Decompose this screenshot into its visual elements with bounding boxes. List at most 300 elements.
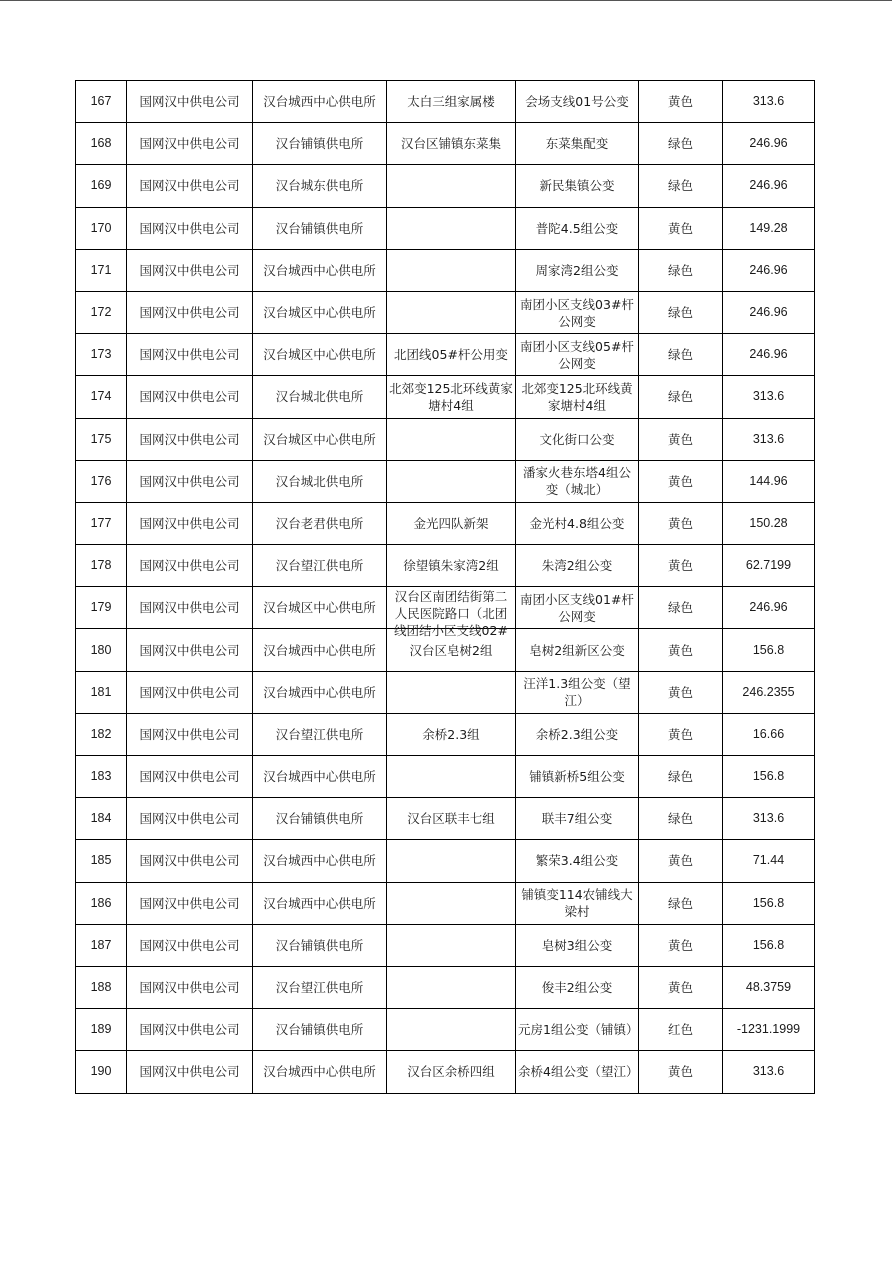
table-row	[76, 249, 815, 291]
color-level-cell-text: 黄色	[667, 473, 693, 489]
value-cell	[723, 123, 815, 165]
station-cell	[253, 418, 387, 460]
transformer-cell-text: 普陀4.5组公变	[535, 220, 619, 236]
color-level-cell-text: 黄色	[667, 558, 693, 574]
color-level-cell-text: 黄色	[667, 684, 693, 700]
station-cell-text: 汉台望江供电所	[275, 980, 364, 996]
station-cell-text: 汉台城西中心供电所	[263, 94, 376, 110]
table-row	[76, 334, 815, 376]
transformer-cell	[516, 798, 639, 840]
row-number-text: 167	[90, 94, 112, 109]
transformer-cell-text: 皂树2组新区公变	[529, 642, 625, 658]
location-cell	[387, 545, 516, 587]
row-number	[76, 840, 127, 882]
location-cell	[387, 713, 516, 755]
transformer-cell-text: 繁荣3.4组公变	[535, 853, 619, 869]
transformer-cell-text: 余桥4组公变（望江）	[518, 1064, 639, 1080]
location-cell	[387, 840, 516, 882]
station-cell-text: 汉台城西中心供电所	[263, 1064, 376, 1080]
value-cell-text: 156.8	[752, 769, 785, 784]
station-cell	[253, 334, 387, 376]
company-cell	[127, 587, 253, 629]
table-row	[76, 81, 815, 123]
row-number	[76, 165, 127, 207]
value-cell	[723, 249, 815, 291]
row-number	[76, 966, 127, 1008]
company-cell	[127, 376, 253, 418]
company-cell	[127, 924, 253, 966]
transformer-cell-text: 铺镇新桥5组公变	[529, 769, 625, 785]
company-cell-text: 国网汉中供电公司	[139, 347, 240, 363]
station-cell-text: 汉台城西中心供电所	[263, 769, 376, 785]
row-number	[76, 460, 127, 502]
station-cell	[253, 123, 387, 165]
transformer-cell-text: 俊丰2组公变	[541, 980, 613, 996]
station-cell	[253, 798, 387, 840]
row-number	[76, 629, 127, 671]
location-cell	[387, 123, 516, 165]
value-cell-text: 156.8	[752, 642, 785, 657]
transformer-cell	[516, 502, 639, 544]
value-cell	[723, 502, 815, 544]
table-row	[76, 587, 815, 629]
station-cell-text: 汉台铺镇供电所	[275, 136, 364, 152]
transformer-cell-text: 会场支线01号公变	[525, 94, 629, 110]
color-level-cell-text: 黄色	[667, 853, 693, 869]
value-cell	[723, 418, 815, 460]
row-number	[76, 291, 127, 333]
transformer-cell	[516, 924, 639, 966]
row-number	[76, 798, 127, 840]
value-cell	[723, 1009, 815, 1051]
company-cell-text: 国网汉中供电公司	[139, 431, 240, 447]
location-cell	[387, 1051, 516, 1093]
transformer-cell	[516, 1009, 639, 1051]
transformer-cell-text: 潘家火巷东塔4组公变（城北）	[523, 465, 631, 498]
transformer-cell-text: 周家湾2组公变	[535, 262, 619, 278]
location-cell	[387, 249, 516, 291]
station-cell	[253, 460, 387, 502]
location-cell-text: 徐望镇朱家湾2组	[403, 558, 499, 574]
value-cell	[723, 798, 815, 840]
transformer-cell	[516, 207, 639, 249]
company-cell	[127, 165, 253, 207]
company-cell	[127, 1009, 253, 1051]
transformer-cell-text: 文化街口公变	[539, 431, 615, 447]
transformer-cell-text: 新民集镇公变	[539, 178, 615, 194]
color-level-cell	[639, 418, 723, 460]
row-number-text: 176	[90, 473, 112, 488]
table-row	[76, 460, 815, 502]
company-cell	[127, 460, 253, 502]
company-cell	[127, 966, 253, 1008]
station-cell	[253, 671, 387, 713]
row-number-text: 174	[90, 389, 112, 404]
row-number	[76, 249, 127, 291]
station-cell-text: 汉台铺镇供电所	[275, 811, 364, 827]
row-number-text: 185	[90, 853, 112, 868]
color-level-cell	[639, 123, 723, 165]
value-cell-text: 246.96	[749, 600, 788, 615]
company-cell-text: 国网汉中供电公司	[139, 262, 240, 278]
location-cell-text: 汉台区联丰七组	[407, 811, 495, 827]
row-number-text: 181	[90, 684, 112, 699]
location-cell-text: 金光四队新架	[413, 515, 489, 531]
company-cell-text: 国网汉中供电公司	[139, 600, 240, 616]
company-cell-text: 国网汉中供电公司	[139, 642, 240, 658]
transformer-cell	[516, 587, 639, 629]
transformer-cell	[516, 291, 639, 333]
data-table	[75, 80, 815, 1094]
location-cell	[387, 1009, 516, 1051]
company-cell	[127, 756, 253, 798]
location-cell	[387, 418, 516, 460]
row-number	[76, 1009, 127, 1051]
transformer-cell	[516, 165, 639, 207]
station-cell-text: 汉台城西中心供电所	[263, 895, 376, 911]
value-cell	[723, 966, 815, 1008]
value-cell	[723, 629, 815, 671]
location-cell	[387, 291, 516, 333]
table-row	[76, 756, 815, 798]
color-level-cell	[639, 502, 723, 544]
value-cell-text: 156.8	[752, 895, 785, 910]
page-top-rule	[0, 0, 892, 1]
company-cell-text: 国网汉中供电公司	[139, 684, 240, 700]
station-cell	[253, 502, 387, 544]
value-cell	[723, 671, 815, 713]
station-cell-text: 汉台城区中心供电所	[263, 431, 376, 447]
company-cell-text: 国网汉中供电公司	[139, 305, 240, 321]
color-level-cell-text: 绿色	[667, 811, 693, 827]
company-cell-text: 国网汉中供电公司	[139, 220, 240, 236]
color-level-cell	[639, 587, 723, 629]
station-cell	[253, 713, 387, 755]
color-level-cell	[639, 1051, 723, 1093]
location-cell	[387, 756, 516, 798]
value-cell	[723, 882, 815, 924]
value-cell-text: 313.6	[752, 1064, 785, 1079]
location-cell	[387, 502, 516, 544]
color-level-cell-text: 黄色	[667, 220, 693, 236]
row-number-text: 170	[90, 220, 112, 235]
company-cell-text: 国网汉中供电公司	[139, 94, 240, 110]
row-number-text: 180	[90, 642, 112, 657]
row-number-text: 189	[90, 1022, 112, 1037]
company-cell-text: 国网汉中供电公司	[139, 726, 240, 742]
station-cell-text: 汉台城西中心供电所	[263, 262, 376, 278]
transformer-cell-text: 联丰7组公变	[541, 811, 613, 827]
location-cell	[387, 671, 516, 713]
row-number-text: 190	[90, 1064, 112, 1079]
location-cell	[387, 924, 516, 966]
station-cell	[253, 165, 387, 207]
company-cell-text: 国网汉中供电公司	[139, 769, 240, 785]
color-level-cell-text: 绿色	[667, 305, 693, 321]
transformer-cell-text: 南团小区支线01#杆公网变	[520, 591, 634, 624]
color-level-cell	[639, 291, 723, 333]
value-cell-text: 149.28	[749, 220, 788, 235]
row-number	[76, 587, 127, 629]
value-cell	[723, 587, 815, 629]
table-row	[76, 882, 815, 924]
color-level-cell-text: 绿色	[667, 389, 693, 405]
color-level-cell	[639, 966, 723, 1008]
value-cell	[723, 1051, 815, 1093]
station-cell-text: 汉台铺镇供电所	[275, 937, 364, 953]
transformer-cell	[516, 418, 639, 460]
company-cell	[127, 671, 253, 713]
transformer-cell	[516, 123, 639, 165]
row-number-text: 182	[90, 726, 112, 741]
row-number-text: 186	[90, 895, 112, 910]
location-cell	[387, 460, 516, 502]
color-level-cell	[639, 81, 723, 123]
transformer-cell	[516, 756, 639, 798]
location-cell	[387, 376, 516, 418]
company-cell-text: 国网汉中供电公司	[139, 389, 240, 405]
station-cell-text: 汉台城西中心供电所	[263, 684, 376, 700]
company-cell-text: 国网汉中供电公司	[139, 980, 240, 996]
company-cell	[127, 502, 253, 544]
row-number	[76, 418, 127, 460]
transformer-cell	[516, 376, 639, 418]
station-cell-text: 汉台城西中心供电所	[263, 642, 376, 658]
value-cell	[723, 756, 815, 798]
company-cell-text: 国网汉中供电公司	[139, 1064, 240, 1080]
color-level-cell	[639, 882, 723, 924]
station-cell-text: 汉台城西中心供电所	[263, 853, 376, 869]
location-cell-text: 汉台区余桥四组	[407, 1064, 495, 1080]
value-cell-text: 48.3759	[745, 980, 792, 995]
transformer-cell-text: 南团小区支线05#杆公网变	[520, 338, 634, 371]
location-cell	[387, 966, 516, 1008]
company-cell-text: 国网汉中供电公司	[139, 515, 240, 531]
transformer-cell-text: 汪洋1.3组公变（望江）	[523, 676, 631, 709]
color-level-cell	[639, 165, 723, 207]
color-level-cell	[639, 207, 723, 249]
table-row	[76, 840, 815, 882]
row-number	[76, 1051, 127, 1093]
value-cell	[723, 207, 815, 249]
color-level-cell-text: 黄色	[667, 642, 693, 658]
row-number-text: 168	[90, 136, 112, 151]
station-cell	[253, 545, 387, 587]
color-level-cell	[639, 545, 723, 587]
row-number	[76, 924, 127, 966]
color-level-cell-text: 绿色	[667, 262, 693, 278]
table-row	[76, 1009, 815, 1051]
value-cell-text: 246.96	[749, 178, 788, 193]
station-cell	[253, 587, 387, 629]
color-level-cell	[639, 334, 723, 376]
transformer-cell-text: 金光村4.8组公变	[529, 515, 625, 531]
color-level-cell	[639, 629, 723, 671]
company-cell	[127, 418, 253, 460]
row-number-text: 173	[90, 347, 112, 362]
company-cell	[127, 798, 253, 840]
color-level-cell-text: 绿色	[667, 178, 693, 194]
transformer-cell	[516, 545, 639, 587]
value-cell	[723, 334, 815, 376]
station-cell-text: 汉台铺镇供电所	[275, 220, 364, 236]
table-row	[76, 1051, 815, 1093]
row-number	[76, 713, 127, 755]
row-number-text: 188	[90, 980, 112, 995]
company-cell-text: 国网汉中供电公司	[139, 136, 240, 152]
station-cell	[253, 207, 387, 249]
value-cell-text: 246.2355	[742, 684, 795, 699]
location-cell	[387, 587, 516, 638]
transformer-cell-text: 铺镇变114农铺线大梁村	[521, 887, 633, 920]
row-number	[76, 671, 127, 713]
location-cell	[387, 165, 516, 207]
row-number	[76, 81, 127, 123]
row-number	[76, 545, 127, 587]
value-cell	[723, 545, 815, 587]
value-cell	[723, 713, 815, 755]
color-level-cell-text: 红色	[667, 1022, 693, 1038]
value-cell-text: 71.44	[752, 853, 785, 868]
company-cell	[127, 334, 253, 376]
transformer-cell-text: 朱湾2组公变	[541, 558, 613, 574]
row-number	[76, 334, 127, 376]
color-level-cell-text: 绿色	[667, 769, 693, 785]
color-level-cell-text: 绿色	[667, 136, 693, 152]
company-cell-text: 国网汉中供电公司	[139, 853, 240, 869]
company-cell-text: 国网汉中供电公司	[139, 811, 240, 827]
location-cell	[387, 334, 516, 376]
company-cell	[127, 1051, 253, 1093]
color-level-cell	[639, 671, 723, 713]
station-cell	[253, 81, 387, 123]
color-level-cell	[639, 713, 723, 755]
transformer-cell-text: 南团小区支线03#杆公网变	[520, 296, 634, 329]
row-number-text: 187	[90, 937, 112, 952]
company-cell-text: 国网汉中供电公司	[139, 473, 240, 489]
color-level-cell	[639, 798, 723, 840]
transformer-cell-text: 元房1组公变（铺镇）	[518, 1022, 639, 1038]
value-cell-text: 150.28	[749, 515, 788, 530]
company-cell	[127, 629, 253, 671]
transformer-cell	[516, 629, 639, 671]
color-level-cell	[639, 840, 723, 882]
row-number-text: 177	[90, 515, 112, 530]
station-cell	[253, 840, 387, 882]
value-cell-text: 313.6	[752, 811, 785, 826]
value-cell	[723, 291, 815, 333]
company-cell-text: 国网汉中供电公司	[139, 937, 240, 953]
station-cell	[253, 376, 387, 418]
transformer-cell	[516, 966, 639, 1008]
value-cell-text: 16.66	[752, 726, 785, 741]
value-cell-text: 156.8	[752, 937, 785, 952]
company-cell-text: 国网汉中供电公司	[139, 558, 240, 574]
value-cell	[723, 376, 815, 418]
station-cell	[253, 249, 387, 291]
row-number-text: 169	[90, 178, 112, 193]
table-row	[76, 966, 815, 1008]
row-number	[76, 376, 127, 418]
station-cell-text: 汉台城北供电所	[275, 473, 364, 489]
transformer-cell	[516, 334, 639, 376]
company-cell	[127, 840, 253, 882]
station-cell-text: 汉台城区中心供电所	[263, 600, 376, 616]
color-level-cell	[639, 460, 723, 502]
value-cell-text: 144.96	[749, 473, 788, 488]
location-cell	[387, 207, 516, 249]
color-level-cell-text: 黄色	[667, 515, 693, 531]
color-level-cell-text: 黄色	[667, 431, 693, 447]
transformer-cell-text: 东菜集配变	[545, 136, 609, 152]
color-level-cell	[639, 1009, 723, 1051]
value-cell	[723, 924, 815, 966]
color-level-cell-text: 绿色	[667, 600, 693, 616]
color-level-cell-text: 黄色	[667, 1064, 693, 1080]
color-level-cell-text: 黄色	[667, 980, 693, 996]
table-row	[76, 671, 815, 713]
table-row	[76, 418, 815, 460]
row-number-text: 172	[90, 305, 112, 320]
location-cell	[387, 882, 516, 924]
row-number-text: 175	[90, 431, 112, 446]
location-cell-text: 北郊变125北环线黄家塘村4组	[389, 380, 513, 413]
location-cell-text: 汉台区皂树2组	[409, 642, 493, 658]
row-number-text: 183	[90, 769, 112, 784]
station-cell-text: 汉台望江供电所	[275, 558, 364, 574]
company-cell-text: 国网汉中供电公司	[139, 1022, 240, 1038]
value-cell	[723, 165, 815, 207]
row-number	[76, 123, 127, 165]
transformer-cell-text: 皂树3组公变	[541, 937, 613, 953]
company-cell	[127, 545, 253, 587]
station-cell-text: 汉台城北供电所	[275, 389, 364, 405]
station-cell	[253, 629, 387, 671]
row-number	[76, 756, 127, 798]
location-cell-text: 汉台区南团结街第二人民医院路口（北团线团结小区支线02#	[394, 588, 508, 638]
value-cell-text: 62.7199	[745, 558, 792, 573]
company-cell	[127, 249, 253, 291]
value-cell-text: 313.6	[752, 94, 785, 109]
transformer-cell	[516, 81, 639, 123]
table-row	[76, 545, 815, 587]
company-cell-text: 国网汉中供电公司	[139, 895, 240, 911]
row-number-text: 178	[90, 558, 112, 573]
transformer-cell	[516, 840, 639, 882]
color-level-cell	[639, 376, 723, 418]
company-cell	[127, 123, 253, 165]
station-cell	[253, 924, 387, 966]
value-cell-text: 246.96	[749, 347, 788, 362]
company-cell	[127, 207, 253, 249]
transformer-cell	[516, 249, 639, 291]
value-cell	[723, 460, 815, 502]
color-level-cell-text: 黄色	[667, 726, 693, 742]
station-cell-text: 汉台城区中心供电所	[263, 305, 376, 321]
table-row	[76, 798, 815, 840]
transformer-cell	[516, 713, 639, 755]
value-cell	[723, 81, 815, 123]
row-number-text: 184	[90, 811, 112, 826]
value-cell	[723, 840, 815, 882]
company-cell-text: 国网汉中供电公司	[139, 178, 240, 194]
station-cell	[253, 756, 387, 798]
station-cell	[253, 966, 387, 1008]
table-row	[76, 123, 815, 165]
location-cell-text: 汉台区铺镇东菜集	[400, 136, 501, 152]
location-cell-text: 余桥2.3组	[422, 726, 480, 742]
color-level-cell-text: 黄色	[667, 937, 693, 953]
